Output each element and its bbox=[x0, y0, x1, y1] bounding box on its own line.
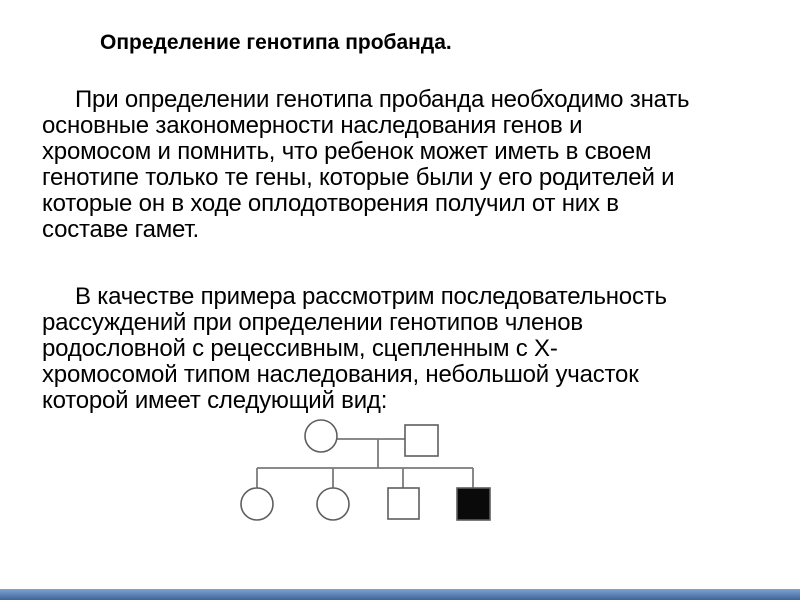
text-line: родословной с рецессивным, сцепленным с Х- bbox=[42, 335, 558, 362]
text-line: генотипе только те гены, которые были у его родителей и bbox=[42, 164, 675, 191]
pedigree-symbol-son1-square bbox=[388, 488, 419, 519]
pedigree-symbol-daughter1-circle bbox=[241, 488, 273, 520]
pedigree-symbol-daughter2-circle bbox=[317, 488, 349, 520]
text-line: основные закономерности наследования генов и bbox=[42, 112, 583, 139]
text-line: рассуждений при определении генотипов членов bbox=[42, 309, 583, 336]
page-title: Определение генотипа пробанда. bbox=[100, 31, 452, 54]
text-line: хромосомой типом наследования, небольшой участок bbox=[42, 361, 639, 388]
text-line: хромосом и помнить, что ребенок может иметь в своем bbox=[42, 138, 652, 165]
text-line: При определении генотипа пробанда необходимо знать bbox=[75, 86, 690, 113]
text-line: которые он в ходе оплодотворения получил от них в bbox=[42, 190, 619, 217]
paragraph-example bbox=[42, 284, 667, 414]
paragraph-intro bbox=[42, 87, 689, 243]
pedigree-svg bbox=[230, 412, 500, 530]
slide-footer-accent-bar bbox=[0, 589, 800, 600]
pedigree-symbol-proband-square bbox=[457, 488, 490, 520]
text-line: составе гамет. bbox=[42, 216, 200, 243]
text-line: В качестве примера рассмотрим последовательность bbox=[75, 283, 667, 310]
pedigree-symbol-mother-circle bbox=[305, 420, 337, 452]
text-line: которой имеет следующий вид: bbox=[42, 387, 388, 414]
pedigree-symbol-father-square bbox=[405, 425, 438, 456]
pedigree-diagram bbox=[230, 412, 500, 530]
